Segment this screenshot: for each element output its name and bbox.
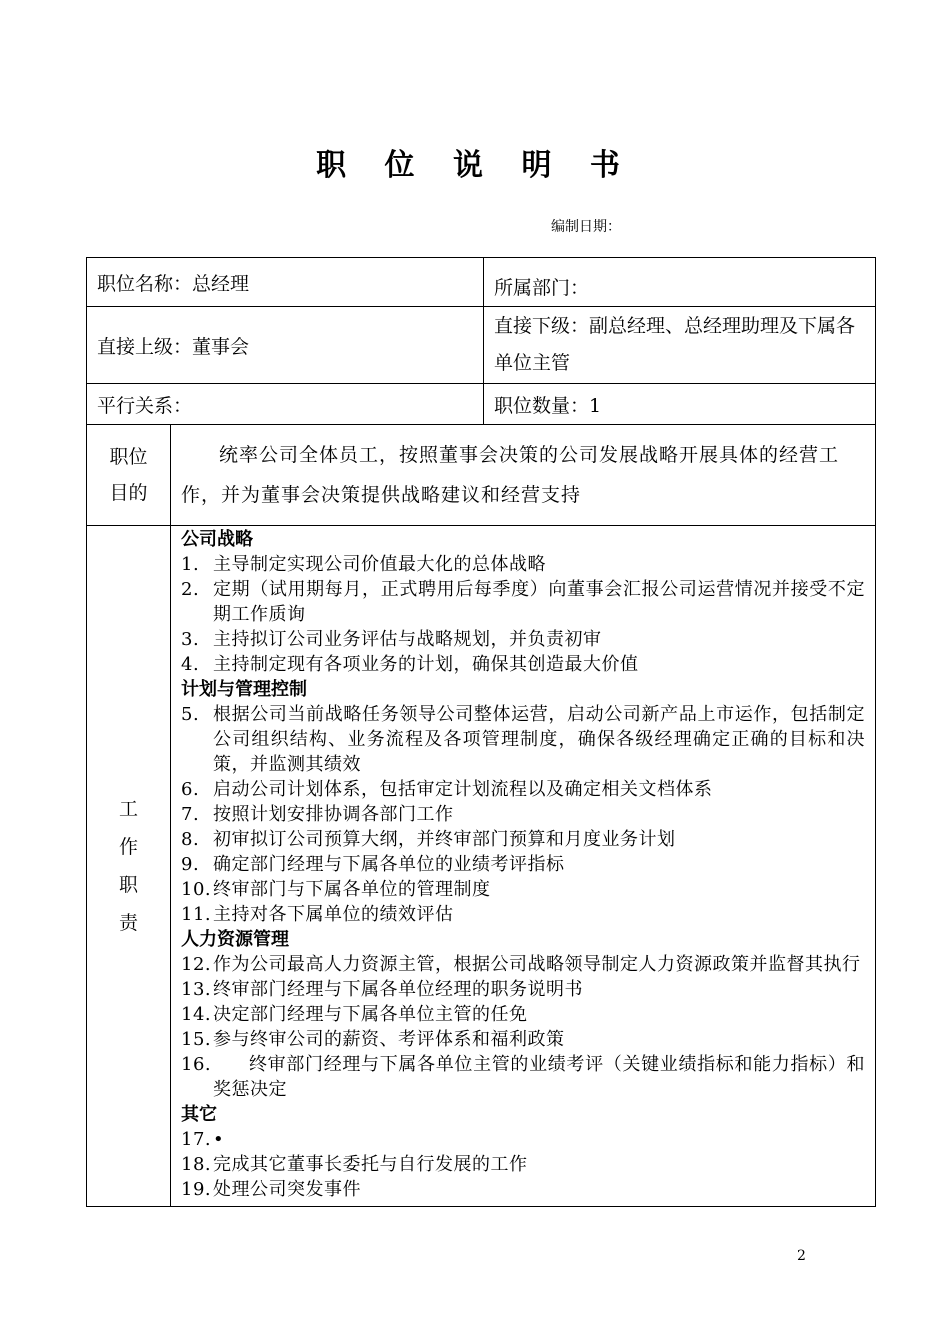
item-number: 8. — [181, 829, 200, 850]
item-text: 确定部门经理与下属各单位的业绩考评指标 — [213, 854, 565, 875]
list-item — [181, 552, 865, 577]
purpose-label-line-1: 职位 — [109, 446, 148, 468]
item-text: 根据公司当前战略任务领导公司整体运营，启动公司新产品上市运作，包括制定公司组织结构、业务流程及各项管理制度，确保各级经理确定正确的目标和决策，并监测其绩效 — [213, 704, 866, 775]
item-text: • — [213, 1129, 225, 1150]
item-text: 终审部门经理与下属各单位经理的职务说明书 — [213, 979, 583, 1000]
department-cell: 所属部门： — [484, 258, 876, 307]
page-number: 2 — [797, 1248, 806, 1264]
item-number: 6. — [181, 779, 200, 800]
item-number: 18. — [181, 1154, 212, 1175]
duties-list-cell — [171, 526, 876, 1207]
item-text: 主导制定实现公司价值最大化的总体战略 — [213, 554, 546, 575]
duties-label-char: 职 — [118, 874, 138, 896]
list-item — [181, 577, 865, 627]
item-number: 17. — [181, 1129, 212, 1150]
duties-section-other — [181, 1102, 865, 1202]
list-item — [181, 902, 865, 927]
item-text: 主持拟订公司业务评估与战略规划，并负责初审 — [213, 629, 602, 650]
section-heading: 计划与管理控制 — [181, 679, 307, 700]
list-item — [181, 852, 865, 877]
duties-label-char: 责 — [118, 912, 138, 934]
item-number: 12. — [181, 954, 212, 975]
item-text: 初审拟订公司预算大纲，并终审部门预算和月度业务计划 — [213, 829, 676, 850]
duties-label-cell — [87, 526, 171, 1207]
list-item — [181, 1052, 865, 1102]
date-label: 编制日期： — [551, 219, 621, 235]
purpose-label-line-2: 目的 — [109, 482, 148, 504]
item-number: 7. — [181, 804, 200, 825]
item-text: 决定部门经理与下属各单位主管的任免 — [213, 1004, 528, 1025]
list-item — [181, 827, 865, 852]
list-item — [181, 702, 865, 777]
item-number: 19. — [181, 1179, 212, 1200]
item-number: 1. — [181, 554, 200, 575]
purpose-label-cell — [87, 425, 171, 526]
item-number: 10. — [181, 879, 212, 900]
position-name-cell: 职位名称：总经理 — [87, 258, 484, 307]
item-number: 15. — [181, 1029, 212, 1050]
duties-label-char: 工 — [118, 798, 138, 820]
item-number: 9. — [181, 854, 200, 875]
section-heading: 人力资源管理 — [181, 929, 289, 950]
position-count-cell: 职位数量：1 — [484, 384, 876, 425]
list-item — [181, 1027, 865, 1052]
duties-section-planning — [181, 677, 865, 927]
item-number: 2. — [181, 579, 200, 600]
list-item — [181, 1127, 865, 1152]
item-number: 13. — [181, 979, 212, 1000]
item-text: 参与终审公司的薪资、考评体系和福利政策 — [213, 1029, 565, 1050]
item-text: 终审部门与下属各单位的管理制度 — [213, 879, 491, 900]
item-text: 主持制定现有各项业务的计划，确保其创造最大价值 — [213, 654, 639, 675]
list-item — [181, 777, 865, 802]
list-item — [181, 952, 865, 977]
item-text: 启动公司计划体系，包括审定计划流程以及确定相关文档体系 — [213, 779, 713, 800]
item-text: 按照计划安排协调各部门工作 — [213, 804, 454, 825]
item-text: 处理公司突发事件 — [213, 1179, 361, 1200]
item-number: 11. — [181, 904, 212, 925]
superior-cell: 直接上级：董事会 — [87, 307, 484, 384]
item-text: 作为公司最高人力资源主管，根据公司战略领导制定人力资源政策并监督其执行 — [213, 954, 861, 975]
list-item — [181, 877, 865, 902]
item-number: 16. — [181, 1054, 212, 1075]
item-number: 5. — [181, 704, 200, 725]
item-text: 主持对各下属单位的绩效评估 — [213, 904, 454, 925]
list-item — [181, 652, 865, 677]
list-item — [181, 1002, 865, 1027]
list-item — [181, 1152, 865, 1177]
purpose-text: 统率公司全体员工，按照董事会决策的公司发展战略开展具体的经营工作，并为董事会决策提供战略建议和经营支持 — [171, 425, 876, 526]
section-heading: 公司战略 — [181, 529, 253, 550]
list-item — [181, 1177, 865, 1202]
item-text: 终审部门经理与下属各单位主管的业绩考评（关键业绩指标和能力指标）和奖惩决定 — [213, 1054, 866, 1100]
item-text: 定期（试用期每月，正式聘用后每季度）向董事会汇报公司运营情况并接受不定期工作质询 — [213, 579, 866, 625]
duties-section-hr — [181, 927, 865, 1102]
item-number: 4. — [181, 654, 200, 675]
subordinates-cell: 直接下级：副总经理、总经理助理及下属各单位主管 — [484, 307, 876, 384]
job-description-table — [86, 257, 876, 1207]
list-item — [181, 802, 865, 827]
duties-label-char: 作 — [118, 836, 138, 858]
section-heading: 其它 — [181, 1104, 217, 1125]
list-item — [181, 977, 865, 1002]
item-text: 完成其它董事长委托与自行发展的工作 — [213, 1154, 528, 1175]
item-number: 3. — [181, 629, 200, 650]
item-number: 14. — [181, 1004, 212, 1025]
parallel-relation-cell: 平行关系： — [87, 384, 484, 425]
duties-section-strategy — [181, 527, 865, 677]
list-item — [181, 627, 865, 652]
document-title: 职 位 说 明 书 — [316, 148, 634, 183]
